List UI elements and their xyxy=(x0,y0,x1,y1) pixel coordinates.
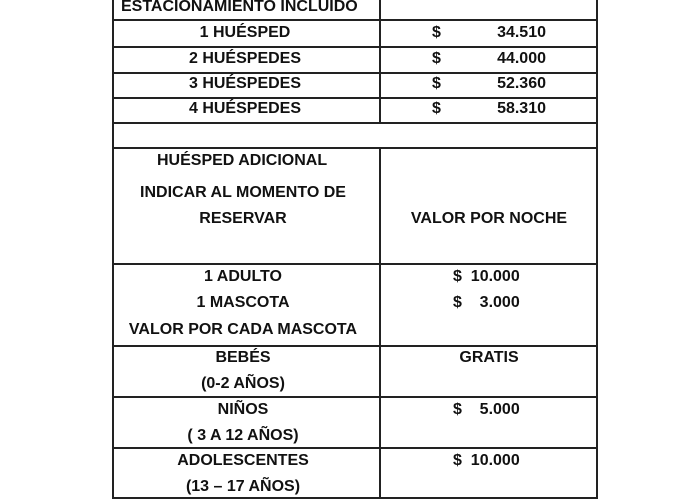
price-label: 1 HUÉSPED xyxy=(199,24,291,41)
table-rule xyxy=(112,497,598,499)
rate-value: GRATIS xyxy=(459,349,519,366)
rate-label-detail: (13 – 17 AÑOS) xyxy=(185,478,301,495)
rate-label: BEBÉS xyxy=(215,349,271,366)
table-rule xyxy=(379,0,381,124)
price-label: 3 HUÉSPEDES xyxy=(188,75,302,92)
table-rule xyxy=(596,0,598,499)
reservation-note: INDICAR AL MOMENTO DE xyxy=(140,184,346,201)
rate-label: 1 ADULTO xyxy=(204,268,282,285)
table-rule xyxy=(112,0,114,499)
value-per-night-header: VALOR POR NOCHE xyxy=(410,210,568,227)
rate-label: 1 MASCOTA xyxy=(196,294,290,311)
additional-guest-heading: HUÉSPED ADICIONAL xyxy=(157,152,328,169)
rate-label: NIÑOS xyxy=(217,401,269,418)
reservation-note: RESERVAR xyxy=(199,210,287,227)
rate-label-detail: VALOR POR CADA MASCOTA xyxy=(128,321,358,338)
rate-label: ADOLESCENTES xyxy=(177,452,309,469)
price-currency: $ xyxy=(432,50,441,67)
price-amount: 52.360 xyxy=(497,75,546,92)
rate-value: $ 10.000 xyxy=(453,452,520,469)
price-label: 4 HUÉSPEDES xyxy=(188,100,302,117)
price-amount: 44.000 xyxy=(497,50,546,67)
table-rule xyxy=(112,263,598,265)
price-currency: $ xyxy=(432,75,441,92)
table-rule xyxy=(112,147,598,149)
rate-value: $ 3.000 xyxy=(453,294,520,311)
price-label: 2 HUÉSPEDES xyxy=(188,50,302,67)
parking-included-title: ESTACIONAMIENTO INCLUIDO xyxy=(121,0,358,15)
rate-label-detail: (0-2 AÑOS) xyxy=(201,375,285,392)
table-rule xyxy=(112,19,598,21)
table-rule xyxy=(112,122,598,124)
table-rule xyxy=(112,447,598,449)
table-rule xyxy=(112,345,598,347)
table-rule xyxy=(379,147,381,499)
price-currency: $ xyxy=(432,24,441,41)
rate-value: $ 5.000 xyxy=(453,401,520,418)
table-rule xyxy=(112,46,598,48)
price-currency: $ xyxy=(432,100,441,117)
rate-value: $ 10.000 xyxy=(453,268,520,285)
rate-label-detail: ( 3 A 12 AÑOS) xyxy=(187,427,299,444)
price-amount: 58.310 xyxy=(497,100,546,117)
table-rule xyxy=(112,396,598,398)
price-amount: 34.510 xyxy=(497,24,546,41)
